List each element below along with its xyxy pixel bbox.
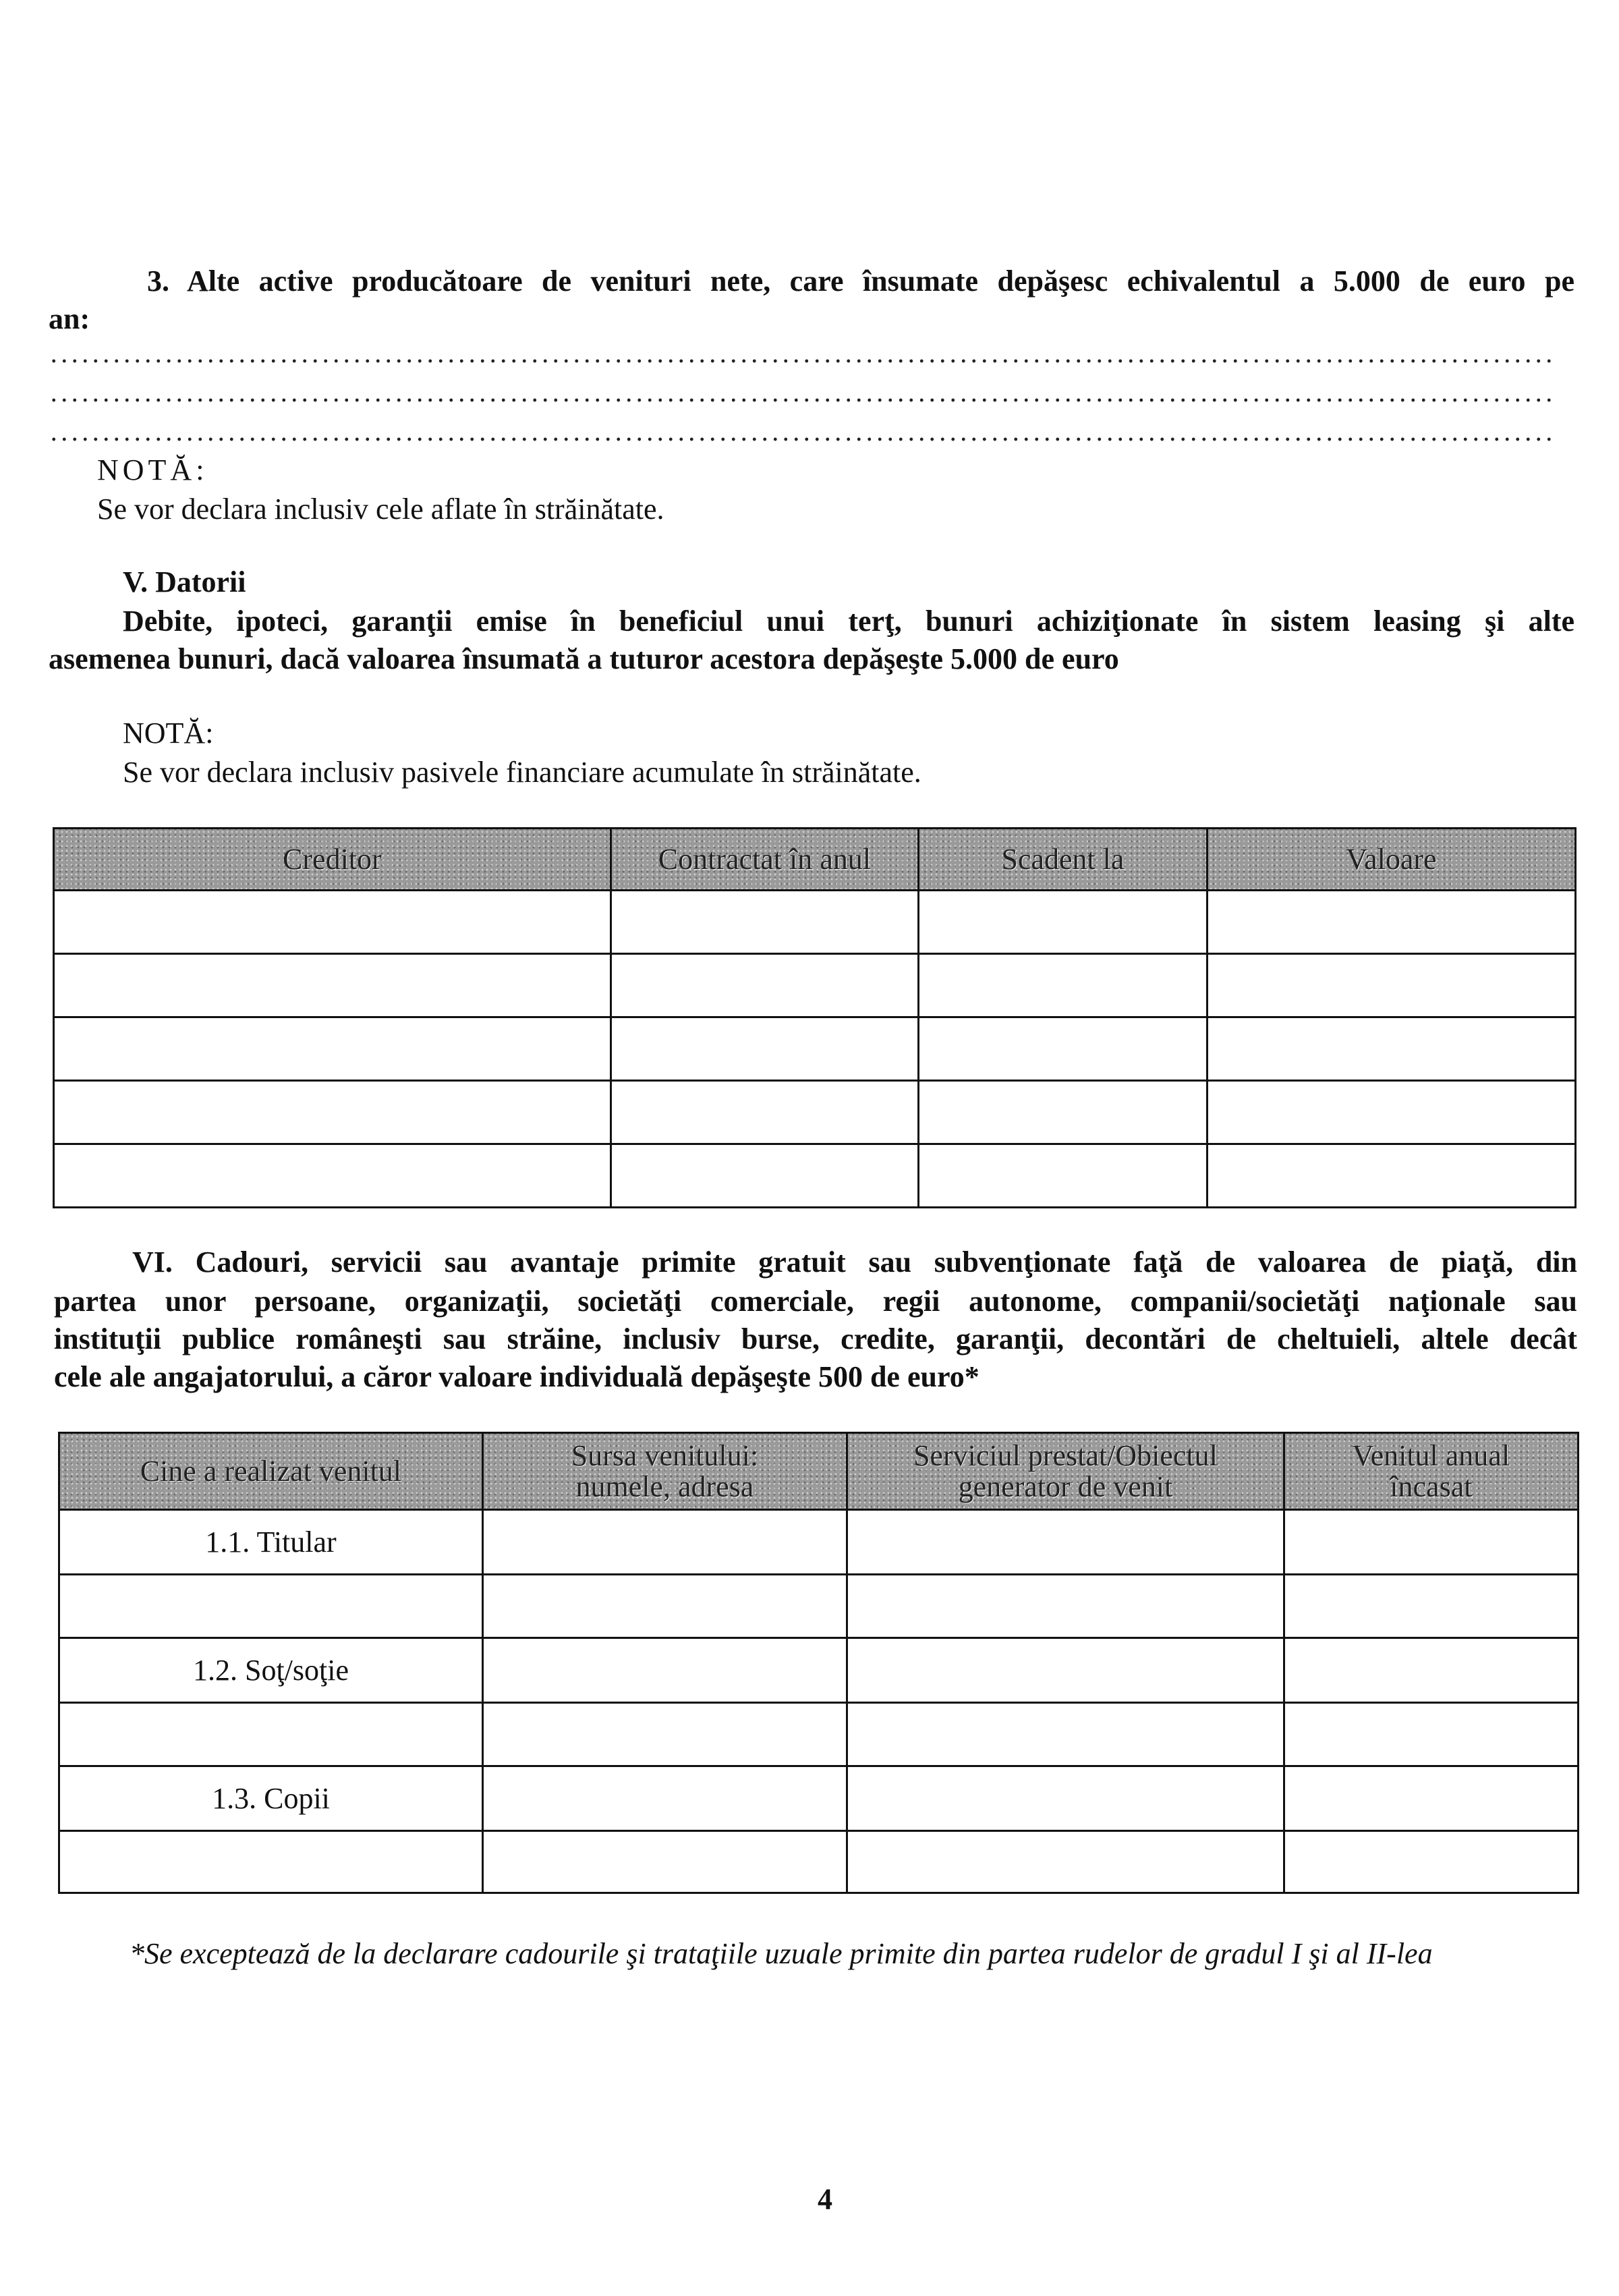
table-cell[interactable] — [1208, 1081, 1576, 1144]
table-cell[interactable] — [847, 1703, 1284, 1766]
dotted-fill-line-3 — [49, 437, 1554, 441]
table-cell[interactable] — [1208, 891, 1576, 954]
table-cell[interactable] — [1208, 954, 1576, 1017]
header-text: Cine a realizat venitul — [140, 1454, 402, 1488]
table-cell[interactable] — [919, 1017, 1208, 1081]
table-cell[interactable] — [847, 1766, 1284, 1831]
table-cell[interactable] — [483, 1831, 847, 1893]
nota-text: Se vor declara inclusiv cele aflate în străinătate. — [97, 493, 664, 526]
table-cell[interactable] — [483, 1575, 847, 1638]
debts-table — [53, 827, 1577, 1208]
table-cell[interactable] — [1284, 1766, 1579, 1831]
table-row — [54, 891, 1576, 954]
section5-line1: Debite, ipoteci, garanţii emise în beneficiul unui terţ, bunuri achiziţionate în sistem leasing şi alte — [123, 605, 1574, 638]
table-row — [59, 1703, 1579, 1766]
table-cell[interactable] — [919, 954, 1208, 1017]
table-cell[interactable] — [1284, 1831, 1579, 1893]
table-row — [59, 1766, 1579, 1831]
header-text: numele, adresa — [575, 1469, 754, 1503]
dotted-fill-line-2 — [49, 398, 1554, 402]
table-row — [54, 1081, 1576, 1144]
section3-line1: 3. Alte active producătoare de venituri nete, care însumate depăşesc echivalentul a 5.000 de euro pe — [147, 264, 1574, 298]
table-cell[interactable] — [919, 891, 1208, 954]
row-label-spouse: 1.2. Soţ/soţie — [59, 1638, 483, 1703]
table-cell[interactable] — [1284, 1703, 1579, 1766]
table-cell[interactable] — [483, 1638, 847, 1703]
section5-line2: asemenea bunuri, dacă valoarea însumată a tuturor acestora depăşeşte 5.000 de euro — [49, 642, 1119, 675]
table-cell[interactable] — [847, 1575, 1284, 1638]
section5-heading: V. Datorii — [123, 565, 246, 598]
table-cell[interactable] — [1208, 1017, 1576, 1081]
table-cell[interactable] — [847, 1510, 1284, 1575]
table-cell[interactable] — [54, 1144, 611, 1208]
gifts-table — [58, 1432, 1579, 1894]
table-cell[interactable] — [59, 1575, 483, 1638]
table-cell[interactable] — [611, 1017, 919, 1081]
section3-line2: an: — [49, 302, 90, 335]
table-row — [59, 1510, 1579, 1575]
column-header-creditor: Creditor — [54, 829, 611, 891]
table-cell[interactable] — [611, 891, 919, 954]
table-cell[interactable] — [1284, 1575, 1579, 1638]
table-cell[interactable] — [54, 1017, 611, 1081]
table-cell[interactable] — [919, 1081, 1208, 1144]
table-cell[interactable] — [919, 1144, 1208, 1208]
table-cell[interactable] — [54, 891, 611, 954]
column-header-contracted-year: Contractat în anul — [611, 829, 919, 891]
section6-line4: cele ale angajatorului, a căror valoare individuală depăşeşte 500 de euro* — [54, 1360, 979, 1393]
section6-line3: instituţii publice româneşti sau străine, inclusiv burse, credite, garanţii, decontări de cheltuieli, altele decât — [54, 1322, 1577, 1355]
table-cell[interactable] — [483, 1703, 847, 1766]
table-header-row — [54, 829, 1576, 891]
table-cell[interactable] — [611, 1144, 919, 1208]
page-number: 4 — [818, 2183, 832, 2216]
header-text: Serviciul prestat/Obiectul — [913, 1438, 1218, 1472]
table-row — [54, 1017, 1576, 1081]
table-cell[interactable] — [1208, 1144, 1576, 1208]
table-cell[interactable] — [54, 954, 611, 1017]
header-text: generator de venit — [958, 1469, 1173, 1503]
table-cell[interactable] — [847, 1831, 1284, 1893]
table-cell[interactable] — [1284, 1638, 1579, 1703]
column-header-service-provided — [847, 1433, 1284, 1510]
table-cell[interactable] — [54, 1081, 611, 1144]
table-cell[interactable] — [847, 1638, 1284, 1703]
column-header-value: Valoare — [1208, 829, 1576, 891]
section6-line2: partea unor persoane, organizaţii, societăţi comerciale, regii autonome, companii/societăţi naţionale sau — [54, 1285, 1577, 1318]
table-row — [54, 1144, 1576, 1208]
table-cell[interactable] — [611, 954, 919, 1017]
nota-text: Se vor declara inclusiv pasivele financiare acumulate în străinătate. — [123, 756, 921, 789]
row-label-titular: 1.1. Titular — [59, 1510, 483, 1575]
table-row — [59, 1638, 1579, 1703]
section6-line1: VI. Cadouri, servicii sau avantaje primite gratuit sau subvenţionate faţă de valoarea de piaţă, din — [132, 1245, 1577, 1279]
header-text: încasat — [1390, 1469, 1473, 1503]
header-text: Sursa venitului: — [571, 1438, 759, 1472]
table-cell[interactable] — [483, 1510, 847, 1575]
table-row — [59, 1831, 1579, 1893]
table-cell[interactable] — [59, 1703, 483, 1766]
dotted-fill-line-1 — [49, 359, 1554, 363]
column-header-income-source — [483, 1433, 847, 1510]
nota-label: NOTĂ: — [123, 717, 214, 750]
footnote: *Se exceptează de la declarare cadourile şi trataţiile uzuale primite din partea rudelor de gradul I şi al II-lea — [130, 1937, 1433, 1970]
column-header-who-earned — [59, 1433, 483, 1510]
row-label-children: 1.3. Copii — [59, 1766, 483, 1831]
nota-label: NOTĂ: — [97, 453, 208, 486]
column-header-annual-income — [1284, 1433, 1579, 1510]
column-header-due-date: Scadent la — [919, 829, 1208, 891]
table-row — [59, 1575, 1579, 1638]
table-cell[interactable] — [59, 1831, 483, 1893]
table-row — [54, 954, 1576, 1017]
table-cell[interactable] — [483, 1766, 847, 1831]
table-cell[interactable] — [1284, 1510, 1579, 1575]
table-header-row — [59, 1433, 1579, 1510]
header-text: Venitul anual — [1352, 1438, 1510, 1472]
table-cell[interactable] — [611, 1081, 919, 1144]
